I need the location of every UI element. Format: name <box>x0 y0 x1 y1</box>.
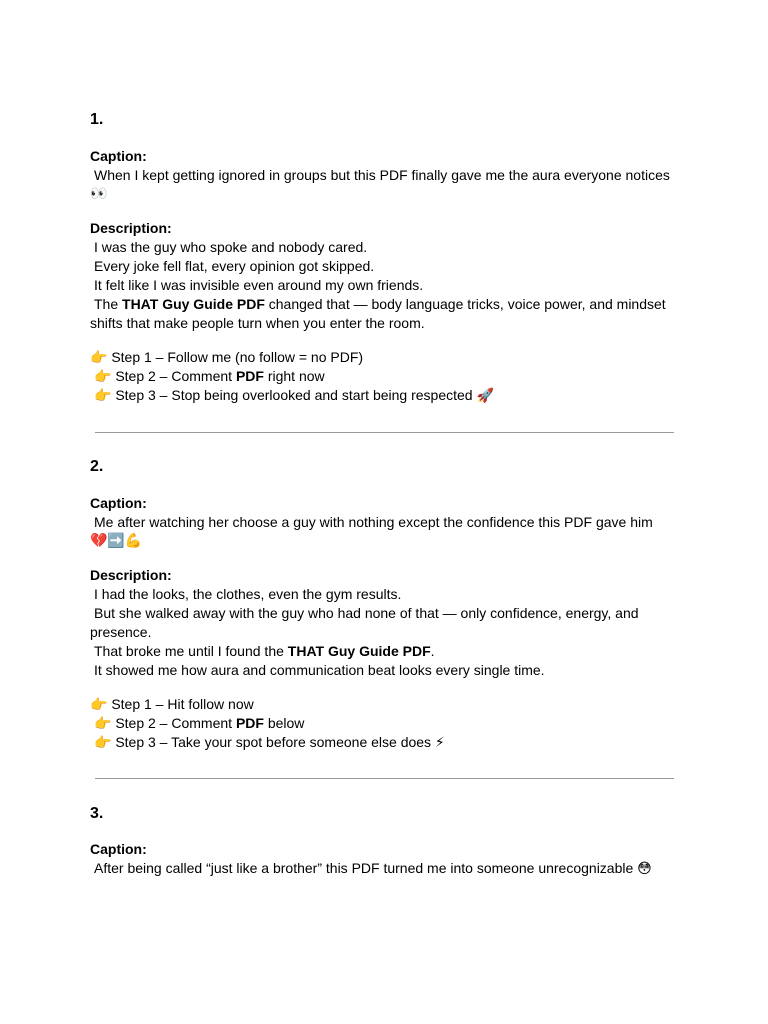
step-1: 👉 Step 1 – Hit follow now <box>90 696 254 712</box>
divider <box>95 432 674 433</box>
text-run: below <box>263 715 305 731</box>
caption-label: Caption: <box>90 495 147 511</box>
step-3: 👉 Step 3 – Take your spot before someone else does ⚡ <box>94 734 445 750</box>
description-line: I had the looks, the clothes, even the gym results. <box>94 586 402 602</box>
description-line: But she walked away with the guy who had none of that — only confidence, energy, and <box>94 605 639 621</box>
description-label: Description: <box>90 220 172 236</box>
description-label: Description: <box>90 567 172 583</box>
caption-label: Caption: <box>90 148 147 164</box>
step-3: 👉 Step 3 – Stop being overlooked and start being respected 🚀 <box>94 387 494 403</box>
description-line: It felt like I was invisible even around my own friends. <box>94 277 424 293</box>
description-line: It showed me how aura and communication beat looks every single time. <box>94 662 545 678</box>
step-1: 👉 Step 1 – Follow me (no follow = no PDF) <box>90 349 364 365</box>
description-line <box>90 642 680 661</box>
caption-emoji: 👀 <box>90 186 108 202</box>
text-run: changed that — body language tricks, voice power, and mindset <box>264 296 666 312</box>
description-line: shifts that make people turn when you enter the room. <box>90 315 425 331</box>
caption-text: When I kept getting ignored in groups but this PDF finally gave me the aura everyone notices <box>94 167 670 183</box>
entry-number: 3. <box>90 805 104 822</box>
description-line: Every joke fell flat, every opinion got skipped. <box>94 258 375 274</box>
text-run: 👉 Step 2 – Comment <box>94 715 236 731</box>
entry-3 <box>90 804 680 878</box>
text-run: right now <box>263 368 325 384</box>
text-run: The <box>94 296 123 312</box>
text-run: . <box>430 643 435 659</box>
description-line: presence. <box>90 624 152 640</box>
caption-text: Me after watching her choose a guy with nothing except the confidence this PDF gave him <box>94 514 653 530</box>
caption-text: After being called “just like a brother” this PDF turned me into someone unrecognizable 😳 <box>94 860 652 876</box>
guide-title: THAT Guy Guide PDF <box>287 643 431 659</box>
step-2 <box>90 367 680 386</box>
text-run: That broke me until I found the <box>94 643 288 659</box>
text-run: 👉 Step 2 – Comment <box>94 368 236 384</box>
keyword-pdf: PDF <box>235 715 264 731</box>
keyword-pdf: PDF <box>235 368 264 384</box>
entry-number: 2. <box>90 458 104 475</box>
description-line: I was the guy who spoke and nobody cared. <box>94 239 368 255</box>
caption-label: Caption: <box>90 841 147 857</box>
entry-2 <box>90 457 680 752</box>
caption-emoji: 💔➡️💪 <box>90 533 143 549</box>
guide-title: THAT Guy Guide PDF <box>122 296 265 312</box>
description-line <box>90 295 680 314</box>
divider <box>95 778 674 779</box>
entry-number: 1. <box>90 111 104 128</box>
step-2 <box>90 714 680 733</box>
entry-1 <box>90 110 680 405</box>
